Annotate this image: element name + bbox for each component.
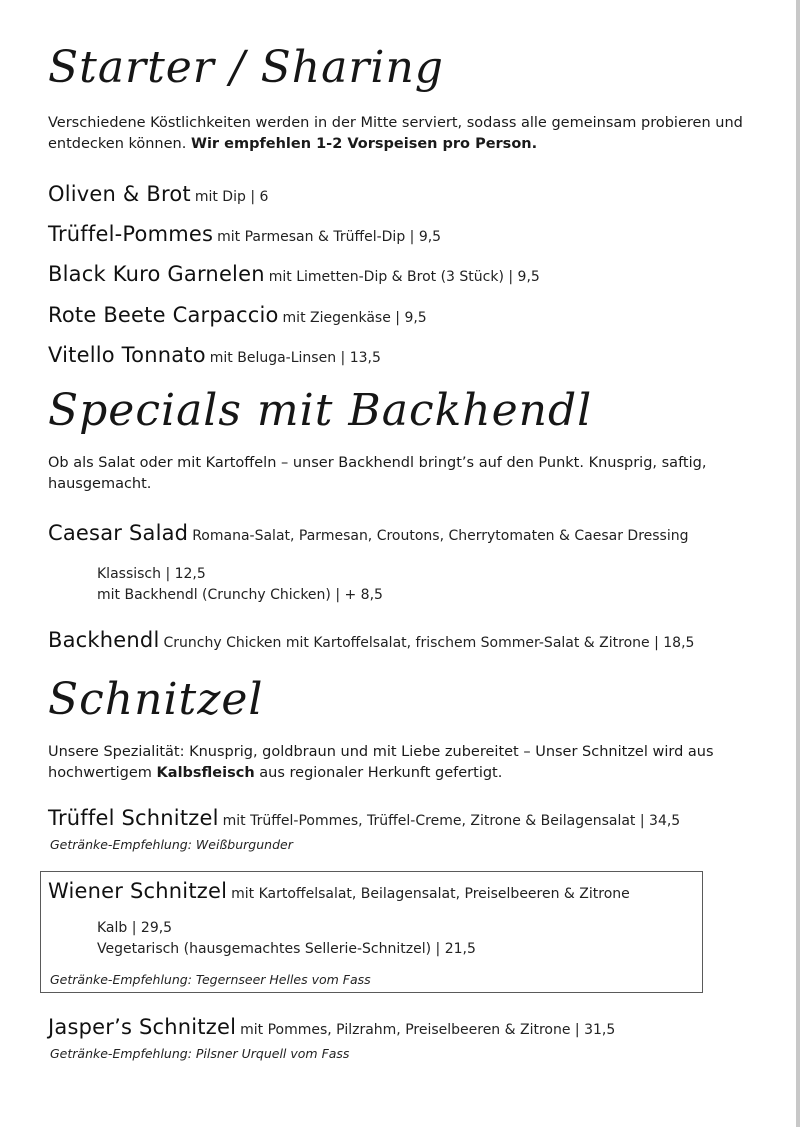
starter-intro-emphasis: Wir empfehlen 1-2 Vorspeisen pro Person. — [190, 136, 538, 152]
dish-name: Wiener Schnitzel — [48, 879, 228, 903]
dish-name: Trüffel-Pommes — [48, 222, 214, 246]
specials-intro: Ob als Salat oder mit Kartoffeln – unser Backhendl bringt’s auf den Punkt. Knusprig, saftig, hausgemacht. — [48, 455, 707, 492]
dish-name: Trüffel Schnitzel — [48, 806, 219, 830]
schnitzel-intro-text: Unsere Spezialität: Knusprig, goldbraun und mit Liebe zubereitet – Unser Schnitzel wird aus hochwertigem — [48, 744, 714, 781]
dish-desc: Romana-Salat, Parmesan, Croutons, Cherrytomaten & Caesar Dressing — [192, 528, 689, 544]
menu-item-carpaccio — [48, 303, 427, 327]
caesar-option: Klassisch | 12,5 — [97, 566, 206, 582]
dish-name: Rote Beete Carpaccio — [48, 303, 279, 327]
menu-item-jaspers-schnitzel — [48, 1015, 615, 1039]
starter-intro — [48, 113, 748, 155]
dish-desc: mit Trüffel-Pommes, Trüffel-Creme, Zitrone & Beilagensalat | 34,5 — [222, 813, 681, 829]
dish-desc: mit Ziegenkäse | 9,5 — [282, 310, 427, 326]
menu-item-backhendl — [48, 628, 694, 652]
dish-name: Black Kuro Garnelen — [48, 262, 265, 286]
dish-name: Oliven & Brot — [48, 182, 191, 206]
caesar-option: mit Backhendl (Crunchy Chicken) | + 8,5 — [97, 587, 383, 603]
dish-name: Caesar Salad — [48, 521, 189, 545]
menu-item-caesar-salad — [48, 521, 689, 545]
drink-recommendation: Getränke-Empfehlung: Weißburgunder — [50, 837, 293, 852]
section-title-specials: Specials mit Backhendl — [48, 385, 593, 436]
dish-desc: mit Dip | 6 — [194, 189, 269, 205]
dish-name: Vitello Tonnato — [48, 343, 206, 367]
dish-desc: mit Limetten-Dip & Brot (3 Stück) | 9,5 — [268, 269, 540, 285]
section-title-schnitzel: Schnitzel — [48, 674, 264, 725]
drink-recommendation: Getränke-Empfehlung: Tegernseer Helles vom Fass — [50, 972, 371, 987]
drink-recommendation: Getränke-Empfehlung: Pilsner Urquell vom Fass — [50, 1046, 350, 1061]
dish-name: Backhendl — [48, 628, 160, 652]
schnitzel-intro-emphasis: Kalbsfleisch — [156, 765, 255, 781]
dish-name: Jasper’s Schnitzel — [48, 1015, 237, 1039]
dish-desc: mit Parmesan & Trüffel-Dip | 9,5 — [217, 229, 442, 245]
menu-item-trueffel-schnitzel — [48, 806, 680, 830]
menu-item-vitello — [48, 343, 381, 367]
dish-desc: mit Beluga-Linsen | 13,5 — [209, 350, 381, 366]
menu-item-oliven — [48, 182, 268, 206]
schnitzel-intro-text-end: aus regionaler Herkunft gefertigt. — [254, 765, 503, 781]
menu-item-trueffel-pommes — [48, 222, 441, 246]
menu-item-garnelen — [48, 262, 540, 286]
wiener-option: Vegetarisch (hausgemachtes Sellerie-Schnitzel) | 21,5 — [97, 941, 476, 957]
section-title-starter: Starter / Sharing — [48, 42, 444, 93]
dish-desc: mit Kartoffelsalat, Beilagensalat, Preiselbeeren & Zitrone — [231, 886, 630, 902]
dish-desc: Crunchy Chicken mit Kartoffelsalat, frischem Sommer-Salat & Zitrone | 18,5 — [163, 635, 695, 651]
wiener-option: Kalb | 29,5 — [97, 920, 173, 936]
schnitzel-intro — [48, 742, 748, 784]
page-edge — [796, 0, 800, 1127]
starter-intro-text: Verschiedene Köstlichkeiten werden in der Mitte serviert, sodass alle gemeinsam probieren und entdecken können. — [48, 115, 743, 152]
dish-desc: mit Pommes, Pilzrahm, Preiselbeeren & Zitrone | 31,5 — [240, 1022, 616, 1038]
menu-item-wiener-schnitzel — [48, 879, 630, 903]
